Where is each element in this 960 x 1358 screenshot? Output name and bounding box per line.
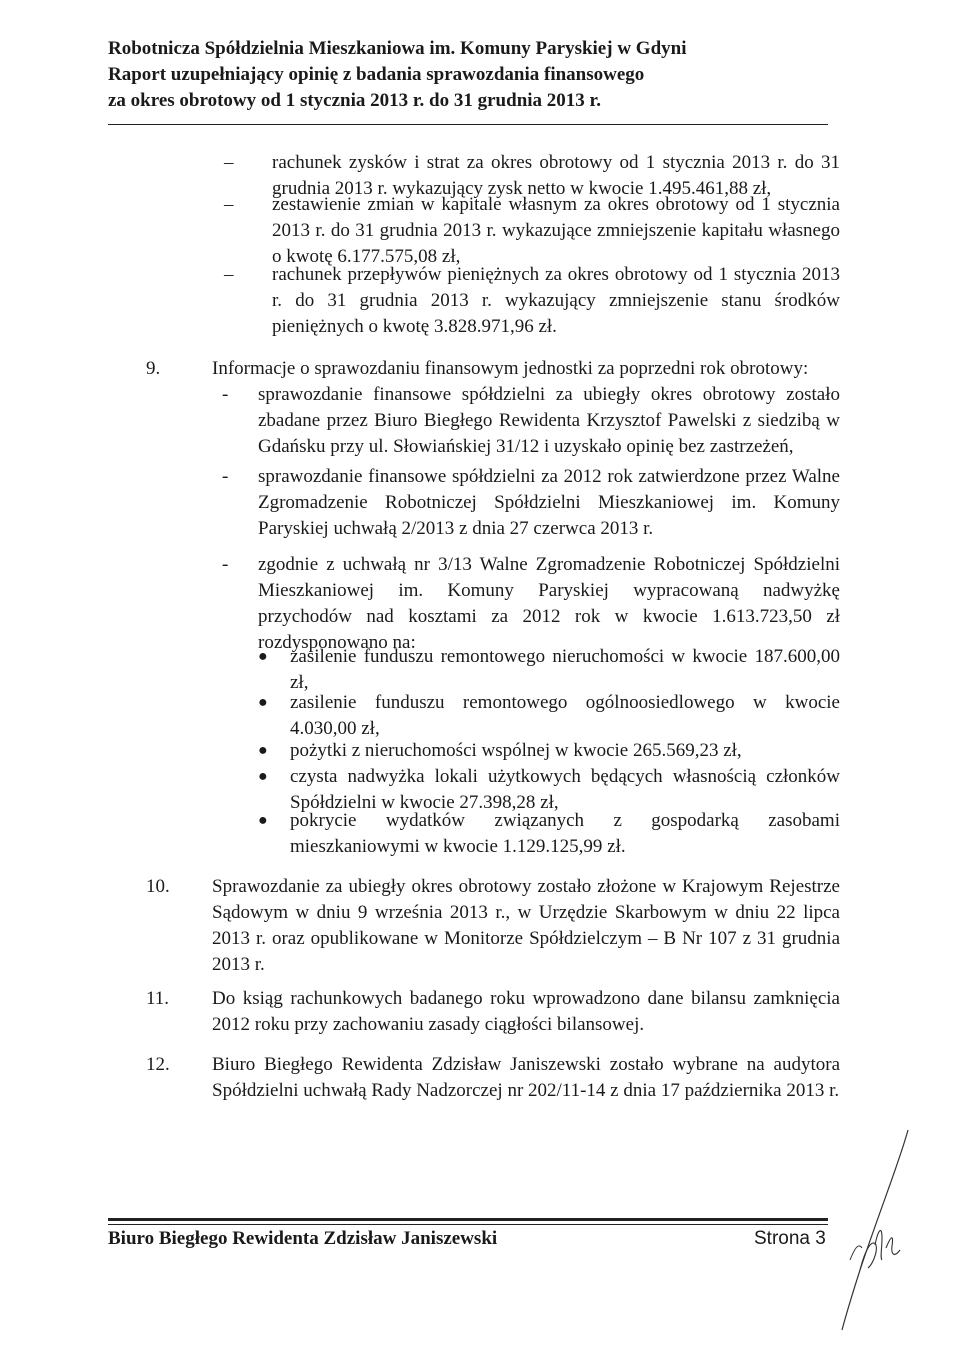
document-header (108, 36, 828, 114)
header-line-1: Robotnicza Spółdzielnia Mieszkaniowa im. Komuny Paryskiej w Gdyni (108, 38, 687, 59)
intro-item-3 (224, 262, 840, 340)
dash-marker: - (222, 384, 229, 405)
dash-marker: – (224, 152, 234, 173)
section-11 (146, 986, 840, 1038)
bullet-item-3 (258, 738, 840, 764)
bullet-dot-icon: ● (258, 768, 268, 785)
section-text: Do ksiąg rachunkowych badanego roku wprowadzono dane bilansu zamknięcia 2012 roku przy zachowaniu zasady ciągłości bilansowej. (212, 988, 840, 1035)
footer-divider-thick (108, 1218, 828, 1221)
bullet-text: pożytki z nieruchomości wspólnej w kwocie 265.569,23 zł, (290, 740, 742, 761)
header-line-3: za okres obrotowy od 1 stycznia 2013 r. do 31 grudnia 2013 r. (108, 90, 601, 111)
bullet-dot-icon: ● (258, 812, 268, 829)
dash-marker: – (224, 264, 234, 285)
section-item-text: sprawozdanie finansowe spółdzielni za 2012 rok zatwierdzone przez Walne Zgromadzenie Robotniczej Spółdzielni Mieszkaniowej im. Komuny Paryskiej uchwałą 2/2013 z dnia 27 czerwca 2013 r. (258, 466, 840, 539)
header-divider (108, 124, 828, 125)
bullet-text: pokrycie wydatków związanych z gospodarką zasobami mieszkaniowymi w kwocie 1.129.125,99 zł. (290, 810, 840, 857)
section-12 (146, 1052, 840, 1104)
bullet-dot-icon: ● (258, 694, 268, 711)
bullet-dot-icon: ● (258, 742, 268, 759)
dash-marker: - (222, 554, 229, 575)
section-item-text: sprawozdanie finansowe spółdzielni za ubiegły okres obrotowy zostało zbadane przez Biuro Biegłego Rewidenta Krzysztof Pawelski z siedzibą w Gdańsku przy ul. Słowiańskiej 31/12 i uzyskało opinię bez zastrzeżeń, (258, 384, 840, 457)
intro-item-2 (224, 192, 840, 270)
section-item-text: zgodnie z uchwałą nr 3/13 Walne Zgromadzenie Robotniczej Spółdzielni Mieszkaniowej im. Komuny Paryskiej wypracowaną nadwyżkę przychodów nad kosztami za 2012 rok w kwocie 1.613.723,50 zł rozdysponowano na: (258, 554, 840, 653)
bullet-dot-icon: ● (258, 648, 268, 665)
intro-item-text: rachunek przepływów pieniężnych za okres obrotowy od 1 stycznia 2013 r. do 31 grudnia 2013 r. wykazujący zmniejszenie stanu środków pieniężnych o kwotę 3.828.971,96 zł. (272, 264, 840, 337)
section-9-title (146, 356, 840, 382)
section-10 (146, 874, 840, 978)
footer-company: Biuro Biegłego Rewidenta Zdzisław Janiszewski (108, 1228, 498, 1249)
page-number: Strona 3 (754, 1228, 826, 1249)
handwritten-signature (820, 1120, 920, 1340)
bullet-item-5 (258, 808, 840, 860)
bullet-text: zasilenie funduszu remontowego nieruchomości w kwocie 187.600,00 zł, (290, 646, 840, 693)
header-line-2: Raport uzupełniający opinię z badania sprawozdania finansowego (108, 64, 645, 85)
section-number: 10. (146, 876, 170, 897)
bullet-item-1 (258, 644, 840, 696)
section-title-text: Informacje o sprawozdaniu finansowym jednostki za poprzedni rok obrotowy: (212, 358, 809, 379)
section-9-item-2 (222, 464, 840, 542)
section-9-item-3 (222, 552, 840, 656)
section-number: 12. (146, 1054, 170, 1075)
footer-divider-thin (108, 1224, 828, 1225)
section-number: 9. (146, 358, 161, 379)
section-9-item-1 (222, 382, 840, 460)
bullet-item-2 (258, 690, 840, 742)
section-number: 11. (146, 988, 170, 1009)
bullet-text: czysta nadwyżka lokali użytkowych będących własnością członków Spółdzielni w kwocie 27.398,28 zł, (290, 766, 840, 813)
bullet-text: zasilenie funduszu remontowego ogólnoosiedlowego w kwocie 4.030,00 zł, (290, 692, 840, 739)
section-text: Biuro Biegłego Rewidenta Zdzisław Janiszewski zostało wybrane na audytora Spółdzielni uchwałą Rady Nadzorczej nr 202/11-14 z dnia 17 października 2013 r. (212, 1054, 840, 1101)
intro-item-text: zestawienie zmian w kapitale własnym za okres obrotowy od 1 stycznia 2013 r. do 31 grudnia 2013 r. wykazujące zmniejszenie kapitału własnego o kwotę 6.177.575,08 zł, (272, 194, 840, 267)
dash-marker: - (222, 466, 229, 487)
intro-item-text: rachunek zysków i strat za okres obrotowy od 1 stycznia 2013 r. do 31 grudnia 2013 r. wykazujący zysk netto w kwocie 1.495.461,88 zł, (272, 152, 840, 199)
dash-marker: – (224, 194, 234, 215)
section-text: Sprawozdanie za ubiegły okres obrotowy zostało złożone w Krajowym Rejestrze Sądowym w dniu 9 września 2013 r., w Urzędzie Skarbowym w dniu 22 lipca 2013 r. oraz opublikowane w Monitorze Spółdzielczym – B Nr 107 z 31 grudnia 2013 r. (212, 876, 840, 975)
